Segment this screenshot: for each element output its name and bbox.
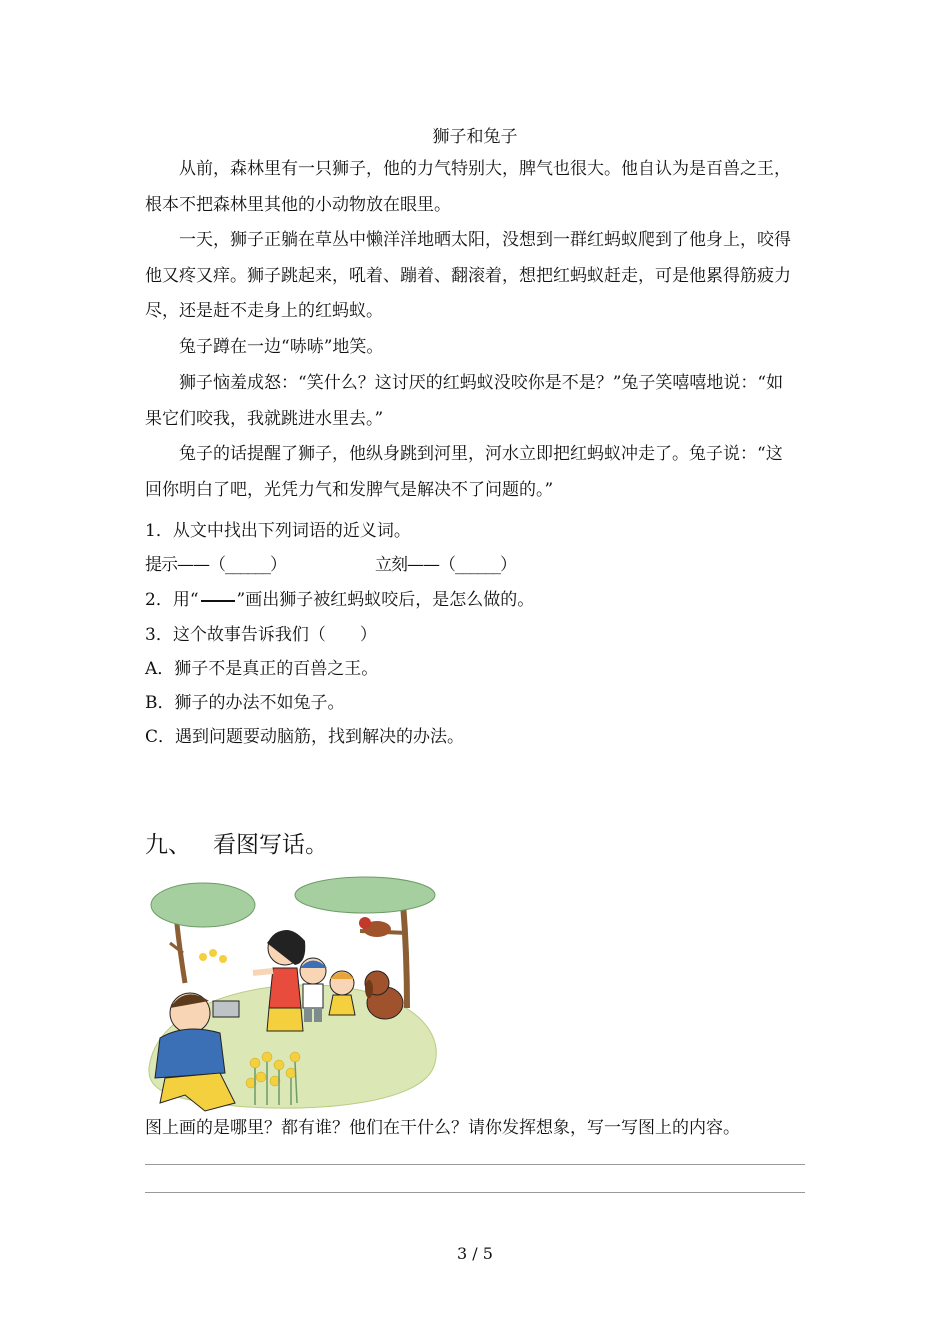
question-1-item-b: 立刻——（______）: [375, 555, 516, 575]
question-2: [145, 585, 534, 610]
story-paragraph-5: 兔子的话提醒了狮子，他纵身跳到河里，河水立即把红蚂蚁冲走了。兔子说：“这回你明白了吧，光凭力气和发脾气是解决不了问题的。”: [145, 444, 783, 500]
section-number: 九、: [145, 832, 191, 858]
writing-prompt: 图上画的是哪里？都有谁？他们在干什么？请你发挥想象，写一写图上的内容。: [145, 1118, 740, 1138]
question-1: 1．从文中找出下列词语的近义词。: [145, 521, 411, 541]
question-3: 3．这个故事告诉我们（ ）: [145, 625, 377, 645]
writing-line[interactable]: [145, 1192, 805, 1193]
writing-line[interactable]: [145, 1164, 805, 1165]
page-number: 3 / 5: [457, 1244, 493, 1263]
option-a: A．狮子不是真正的百兽之王。: [145, 659, 379, 679]
story-paragraph-1: 从前，森林里有一只狮子，他的力气特别大，脾气也很大。他自认为是百兽之王，根本不把森林里其他的小动物放在眼里。: [145, 159, 791, 215]
question-1-item-a: 提示——（______）: [145, 555, 286, 575]
story-paragraph-4: 狮子恼羞成怒：“笑什么？这讨厌的红蚂蚁没咬你是不是？”兔子笑嘻嘻地说：“如果它们咬我，我就跳进水里去。”: [145, 373, 784, 429]
question-2-prefix: 2．用“: [145, 590, 199, 610]
story-paragraph-3: 兔子蹲在一边“哧哧”地笑。: [179, 337, 384, 357]
underline-mark: [201, 599, 235, 602]
option-c: C．遇到问题要动脑筋，找到解决的办法。: [145, 727, 465, 747]
section-title: 看图写话。: [213, 832, 328, 858]
section-9-heading: [145, 826, 328, 859]
park-family-illustration: [145, 873, 441, 1121]
story-title: 狮子和兔子: [432, 127, 518, 147]
question-2-suffix: ”画出狮子被红蚂蚁咬后，是怎么做的。: [236, 590, 535, 610]
option-b: B．狮子的办法不如兔子。: [145, 693, 345, 713]
story-paragraph-2: 一天，狮子正躺在草丛中懒洋洋地晒太阳，没想到一群红蚂蚁爬到了他身上，咬得他又疼又痒。狮子跳起来，吼着、蹦着、翻滚着，想把红蚂蚁赶走，可是他累得筋疲力尽，还是赶不走身上的红蚂蚁。: [145, 230, 791, 321]
